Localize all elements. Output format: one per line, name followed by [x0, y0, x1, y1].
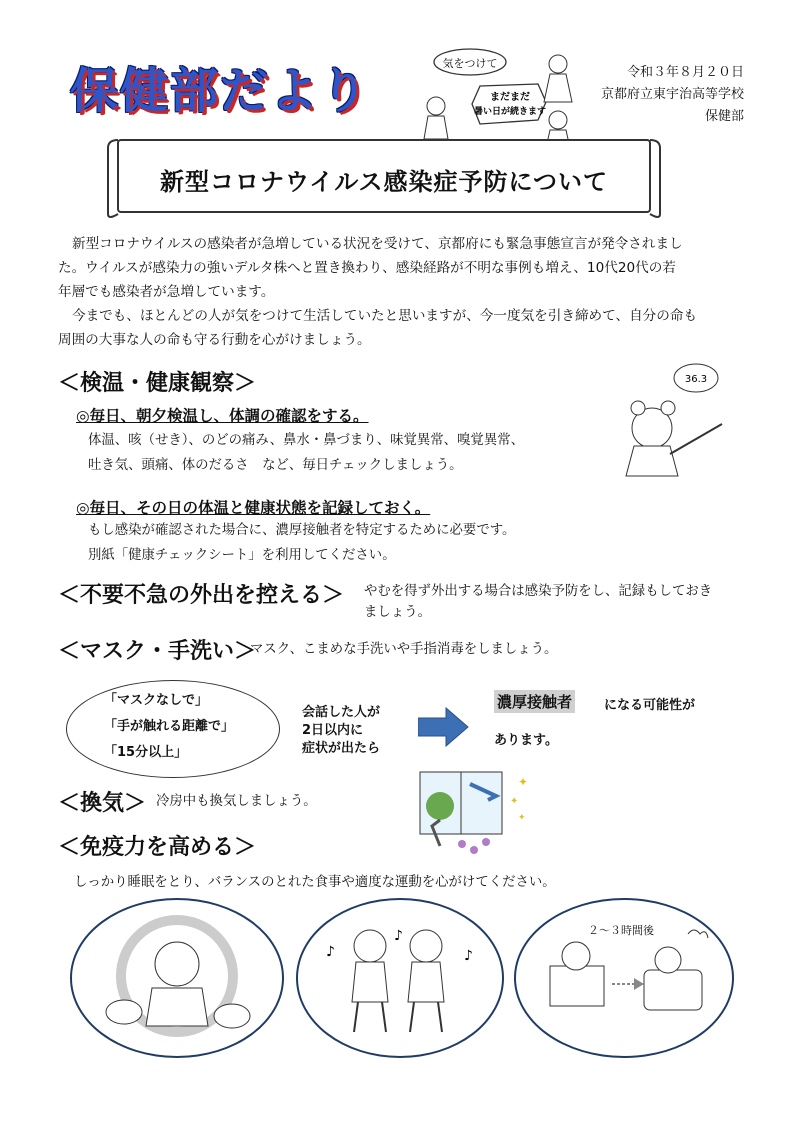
symptom-line: 吐き気、頭痛、体のだるさ など、毎日チェックしましょう。: [88, 458, 463, 473]
header-info: [601, 62, 744, 128]
cloud-icon: [688, 930, 708, 938]
virus-icon: [458, 840, 466, 848]
bed-icon: [644, 970, 702, 1010]
ventilation-text: 冷房中も換気しましょう。: [156, 794, 317, 809]
record-text: [88, 518, 515, 568]
time-label: ２～３時間後: [588, 924, 654, 937]
record-line: 別紙「健康チェックシート」を利用してください。: [88, 548, 396, 563]
condition-line: 2日以内に: [302, 723, 364, 738]
section-heading-stay-home: ＜不要不急の外出を控える＞: [58, 583, 345, 608]
sparkle-icon: ✦: [518, 775, 529, 789]
section-heading-immunity: ＜免疫力を高める＞: [58, 835, 257, 860]
healthy-diet-illustration: [72, 900, 282, 1056]
music-note-icon: ♪: [464, 948, 473, 964]
condition-line: 「マスクなしで」: [104, 693, 209, 708]
circle-exercise: [296, 898, 504, 1058]
girl-body-icon: [626, 446, 678, 476]
close-contact-conditions: [104, 688, 234, 766]
record-line: もし感染が確認された場合に、濃厚接触者を特定するために必要です。: [88, 523, 516, 538]
stay-home-line: ましょう。: [364, 605, 431, 620]
subheading-daily-check: ◎毎日、朝夕検温し、体調の確認をする。: [76, 407, 369, 425]
intro-line: 今までも、ほとんどの人が気をつけて生活していたと思いますが、今一度気を引き締めて、自分の命も: [72, 308, 698, 324]
child-sleeping-icon: [655, 947, 681, 973]
section-heading-temperature: ＜検温・健康観察＞: [58, 371, 257, 396]
sign-line1: まだまだ: [490, 92, 530, 103]
girl-dancing-icon: [410, 930, 442, 962]
condition-line: 「手が触れる距離で」: [104, 719, 235, 734]
music-note-icon: ♪: [326, 944, 335, 960]
girl-eating-icon: [155, 942, 199, 986]
date: 令和３年８月２０日: [626, 65, 744, 80]
intro-line: た。ウイルスが感染力の強いデルタ株へと置き換わり、感染経路が不明な事例も増え、10代20代の若: [58, 260, 676, 276]
sparkle-icon: ✦: [510, 796, 519, 807]
intro-line: 年層でも感染者が急増しています。: [58, 284, 275, 300]
child-body-icon: [544, 74, 572, 102]
intro-line: 周囲の大事な人の命も守る行動を心がけましょう。: [58, 332, 371, 348]
child-head-icon: [549, 111, 567, 129]
bath-icon: [550, 966, 604, 1006]
symptom-line: 体温、咳（せき）、のどの痛み、鼻水・鼻づまり、味覚異常、嗅覚異常、: [88, 433, 524, 448]
school-name: 京都府立東宇治高等学校: [600, 87, 744, 102]
tree-icon: [426, 792, 454, 820]
virus-icon: [482, 838, 490, 846]
section-heading-ventilation: ＜換気＞: [58, 791, 147, 816]
vegetables-icon: [214, 1004, 250, 1028]
sparkle-icon: ✦: [518, 813, 526, 823]
condition-line: 「15分以上」: [104, 745, 188, 760]
intro-line: 新型コロナウイルスの感染者が急増している状況を受けて、京都府にも緊急事態宣言が発令されまし: [72, 236, 683, 252]
newsletter-title: 保健部だより: [70, 63, 371, 119]
window-ventilation-illustration: [400, 764, 530, 860]
sign-line2: 暑い日が続きます: [473, 107, 547, 117]
symptom-list: [88, 428, 524, 478]
music-note-icon: ♪: [394, 928, 403, 944]
thermometer-reading: 36.3: [684, 374, 708, 385]
stay-home-line: やむを得ず外出する場合は感染予防をし、記録もしておき: [364, 584, 713, 599]
thermometer-icon: [670, 424, 722, 454]
immunity-text: しっかり睡眠をとり、バランスのとれた食事や適度な運動を心がけてください。: [74, 875, 556, 890]
food-plate-icon: [106, 1000, 142, 1024]
condition-line: 会話した人が: [302, 705, 381, 720]
virus-icon: [470, 846, 478, 854]
department: 保健部: [704, 109, 744, 124]
result-line1: になる可能性が: [604, 698, 696, 713]
boy-dancing-icon: [354, 930, 386, 962]
subheading-record: ◎毎日、その日の体温と健康状態を記録しておく。: [76, 499, 431, 517]
child-bathing-icon: [562, 942, 590, 970]
stay-home-text: [364, 581, 754, 623]
result-line2: あります。: [494, 733, 558, 748]
child-head-icon: [427, 97, 445, 115]
mask-text: マスク、こまめな手洗いや手指消毒をしましょう。: [250, 642, 558, 657]
intro-paragraph: [58, 232, 748, 352]
right-arrow-icon: [418, 706, 470, 748]
exercise-illustration: [298, 900, 502, 1056]
symptom-condition-text: [302, 704, 380, 758]
section-heading-mask: ＜マスク・手洗い＞: [58, 639, 257, 664]
hair-bun-icon: [661, 401, 675, 415]
sign-burst: [472, 84, 546, 124]
banner-title: 新型コロナウイルス感染症予防について: [159, 168, 609, 196]
child-head-icon: [549, 55, 567, 73]
bubble-text: 気をつけて: [442, 57, 498, 70]
girl-thermometer-illustration: [612, 358, 742, 478]
circle-healthy-diet: [70, 898, 284, 1058]
hair-bun-icon: [631, 401, 645, 415]
close-contact-highlight: 濃厚接触者: [494, 690, 575, 713]
condition-line: 症状が出たら: [302, 741, 381, 756]
